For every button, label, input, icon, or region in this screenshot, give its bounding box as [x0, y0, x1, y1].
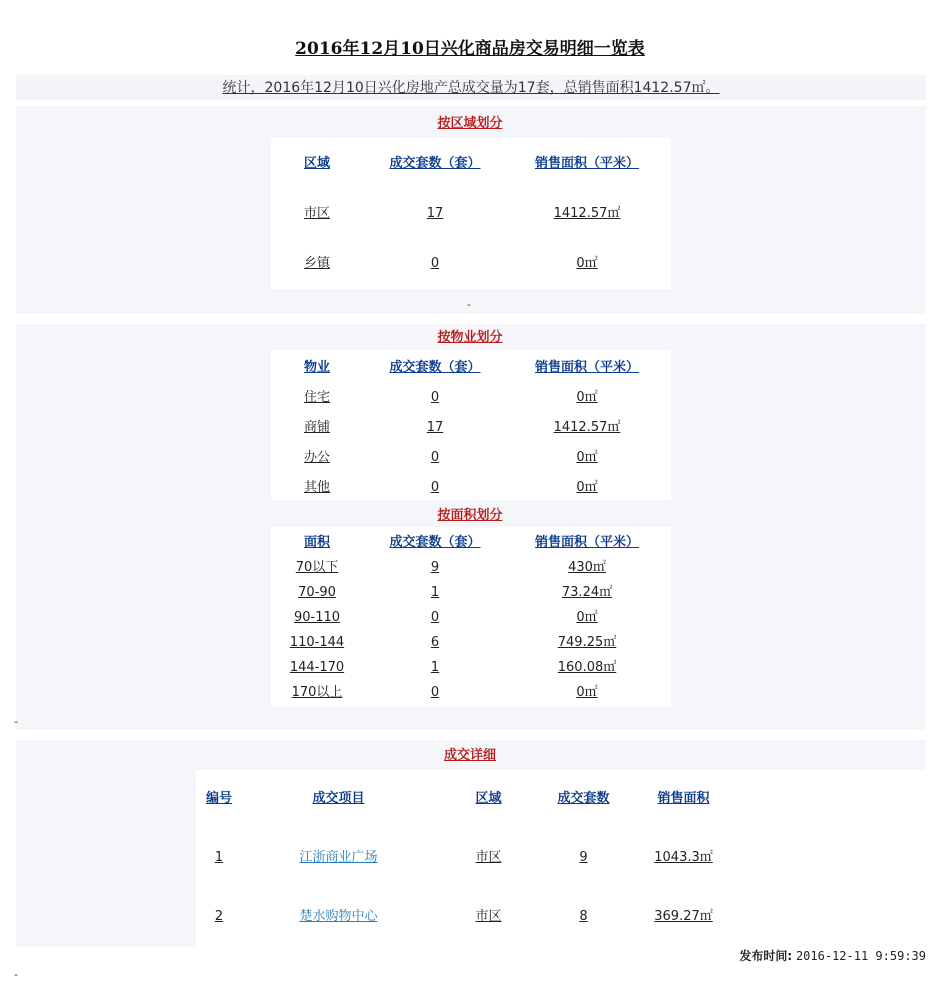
area-section-title[interactable]: 按面积划分	[437, 508, 503, 523]
area-header-size[interactable]: 面积	[303, 535, 330, 550]
divider-dash: -	[14, 968, 18, 981]
table-row	[271, 204, 671, 224]
area-count[interactable]: 6	[430, 635, 440, 650]
detail-count[interactable]: 8	[579, 909, 588, 924]
table-row	[271, 558, 671, 578]
detail-region[interactable]: 市区	[475, 850, 502, 865]
area-size[interactable]: 70以下	[295, 560, 339, 575]
property-count[interactable]: 0	[430, 390, 440, 405]
region-area[interactable]: 0㎡	[576, 256, 598, 271]
region-count[interactable]: 17	[426, 206, 444, 221]
area-size[interactable]: 110-144	[289, 635, 345, 650]
property-table	[271, 350, 671, 500]
property-type[interactable]: 办公	[303, 450, 330, 465]
details-section-title[interactable]: 成交详细	[443, 748, 496, 763]
table-row	[271, 683, 671, 703]
area-area[interactable]: 430㎡	[568, 560, 606, 575]
area-count[interactable]: 1	[430, 585, 440, 600]
area-header-count[interactable]: 成交套数（套）	[389, 535, 481, 550]
region-header-count[interactable]: 成交套数（套）	[389, 156, 481, 171]
table-row	[196, 907, 745, 927]
area-size[interactable]: 144-170	[289, 660, 345, 675]
property-area[interactable]: 0㎡	[576, 390, 598, 405]
area-count[interactable]: 0	[430, 685, 440, 700]
region-area[interactable]: 1412.57㎡	[553, 206, 621, 221]
table-row	[271, 608, 671, 628]
detail-id[interactable]: 1	[214, 850, 224, 865]
publish-time-label: 发布时间:	[739, 949, 793, 963]
property-section-title[interactable]: 按物业划分	[437, 330, 503, 345]
property-area[interactable]: 0㎡	[576, 450, 598, 465]
table-row	[271, 254, 671, 274]
table-row	[271, 388, 671, 408]
area-count[interactable]: 0	[430, 610, 440, 625]
property-area[interactable]: 0㎡	[576, 480, 598, 495]
area-header-area[interactable]: 销售面积（平米）	[534, 535, 639, 550]
region-header-region[interactable]: 区域	[303, 156, 330, 171]
details-panel-side	[16, 770, 196, 947]
page-title: 2016年12月10日兴化商品房交易明细一览表	[295, 39, 645, 59]
table-row	[271, 478, 671, 498]
details-header-count[interactable]: 成交套数	[557, 791, 610, 806]
details-header-id[interactable]: 编号	[205, 791, 232, 806]
detail-project-link[interactable]: 江浙商业广场	[299, 850, 378, 865]
detail-area[interactable]: 1043.3㎡	[654, 850, 713, 865]
summary-band	[16, 75, 926, 100]
region-name[interactable]: 市区	[303, 206, 330, 221]
area-count[interactable]: 9	[430, 560, 440, 575]
property-header-area[interactable]: 销售面积（平米）	[534, 360, 639, 375]
details-header-region[interactable]: 区域	[475, 791, 502, 806]
area-area[interactable]: 749.25㎡	[557, 635, 617, 650]
property-header-row	[271, 358, 671, 378]
area-area[interactable]: 73.24㎡	[561, 585, 613, 600]
detail-id[interactable]: 2	[214, 909, 224, 924]
divider-dash: -	[467, 298, 471, 311]
publish-time-value: 2016-12-11 9:59:39	[795, 949, 926, 963]
table-row	[196, 848, 745, 868]
summary-text: 统计，2016年12月10日兴化房地产总成交量为17套，总销售面积1412.57㎡。	[222, 80, 720, 96]
area-header-row	[271, 533, 671, 553]
area-table	[271, 527, 671, 707]
area-size[interactable]: 170以上	[291, 685, 343, 700]
property-type[interactable]: 商铺	[303, 420, 330, 435]
details-header-area[interactable]: 销售面积	[657, 791, 710, 806]
region-header-row	[271, 154, 671, 174]
property-count[interactable]: 0	[430, 450, 440, 465]
property-header-type[interactable]: 物业	[303, 360, 330, 375]
table-row	[271, 418, 671, 438]
property-area[interactable]: 1412.57㎡	[553, 420, 621, 435]
area-area[interactable]: 160.08㎡	[557, 660, 617, 675]
property-count[interactable]: 0	[430, 480, 440, 495]
details-table	[196, 770, 745, 947]
area-count[interactable]: 1	[430, 660, 440, 675]
details-header-project[interactable]: 成交项目	[312, 791, 365, 806]
region-count[interactable]: 0	[430, 256, 440, 271]
table-row	[271, 633, 671, 653]
detail-region[interactable]: 市区	[475, 909, 502, 924]
property-type[interactable]: 住宅	[303, 390, 330, 405]
detail-count[interactable]: 9	[579, 850, 588, 865]
area-size[interactable]: 70-90	[298, 585, 336, 600]
region-section-title[interactable]: 按区域划分	[437, 116, 503, 131]
area-size[interactable]: 90-110	[293, 610, 341, 625]
region-name[interactable]: 乡镇	[303, 256, 330, 271]
table-row	[271, 583, 671, 603]
table-row	[271, 448, 671, 468]
property-count[interactable]: 17	[426, 420, 444, 435]
property-type[interactable]: 其他	[303, 480, 330, 495]
table-row	[271, 658, 671, 678]
region-header-area[interactable]: 销售面积（平米）	[534, 156, 639, 171]
details-header-row	[196, 789, 745, 809]
area-area[interactable]: 0㎡	[576, 610, 598, 625]
region-table	[271, 138, 671, 289]
detail-project-link[interactable]: 楚水购物中心	[299, 909, 378, 924]
detail-area[interactable]: 369.27㎡	[654, 909, 713, 924]
publish-time	[739, 947, 926, 964]
property-header-count[interactable]: 成交套数（套）	[389, 360, 481, 375]
area-area[interactable]: 0㎡	[576, 685, 598, 700]
divider-dash: -	[14, 715, 18, 728]
